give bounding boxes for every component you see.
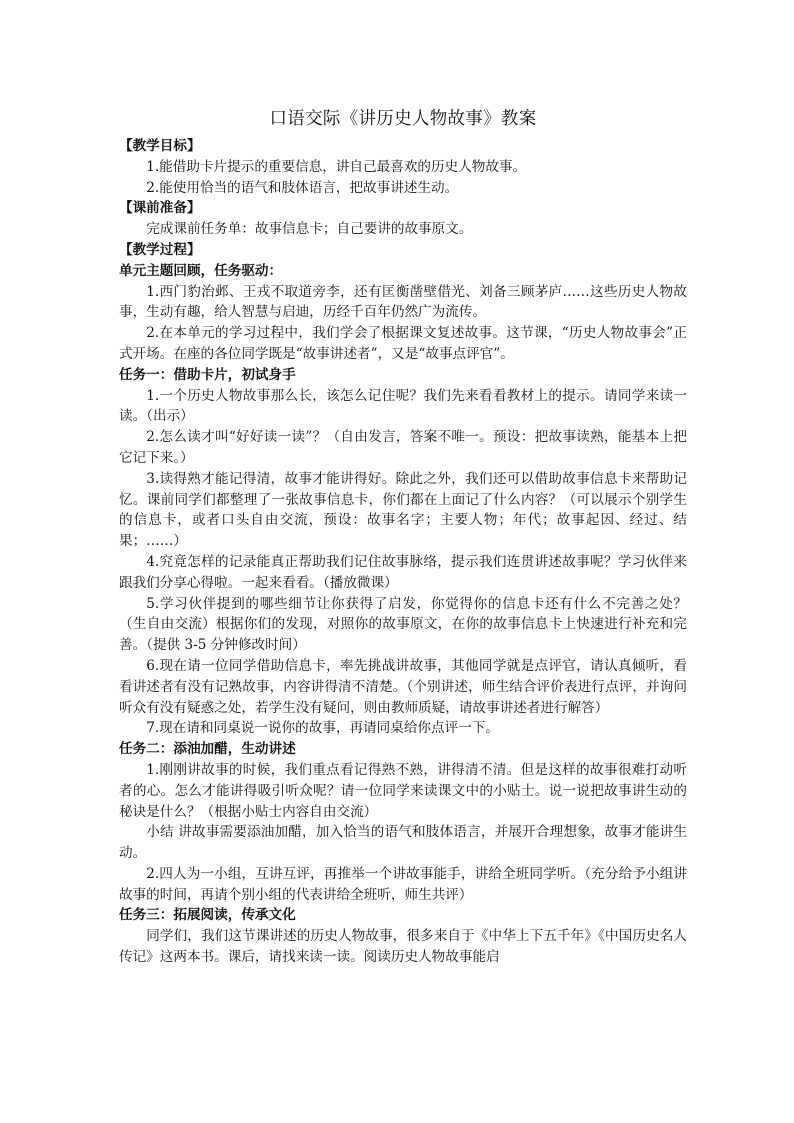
task2-paragraph: 2.四人为一小组，互讲互评，再推举一个讲故事能手，讲给全班同学听。（充分给予小组讲故事的时间，再请个别小组的代表讲给全班听，师生共评） — [119, 865, 687, 903]
subheading-task2: 任务二：添油加醋，生动讲述 — [119, 741, 296, 758]
subheading-task1: 任务一：借助卡片，初试身手 — [119, 366, 296, 383]
task3-paragraph: 同学们，我们这节课讲述的历史人物故事，很多来自于《中华上下五千年》《中国历史名人传记》这两本书。课后，请找来读一读。阅读历史人物故事能启 — [119, 928, 687, 966]
subheading-task3: 任务三：拓展阅读，传承文化 — [119, 907, 296, 924]
document-title: 口语交际《讲历史人物故事》教案 — [269, 109, 537, 129]
task1-paragraph: 7.现在请和同桌说一说你的故事，再请同桌给你点评一下。 — [146, 720, 499, 737]
task2-paragraph: 小结 讲故事需要添油加醋，加入恰当的语气和肢体语言，并展开合理想象，故事才能讲生动。 — [119, 824, 687, 862]
task1-paragraph: 1.一个历史人物故事那么长，该怎么记住呢？我们先来看看教材上的提示。请同学来读一读。（出示） — [119, 387, 687, 425]
task1-paragraph: 3.读得熟才能记得清，故事才能讲得好。除此之外，我们还可以借助故事信息卡来帮助记忆。课前同学们都整理了一张故事信息卡，你们都在上面记了什么内容？（可以展示个别学生的信息卡，或者口头自由交流，预设：故事名字；主要人物；年代；故事起因、经过、结果；……） — [119, 470, 687, 550]
subheading-intro: 单元主题回顾，任务驱动： — [119, 262, 283, 279]
section-heading-preparation: 【课前准备】 — [119, 200, 201, 217]
document-page — [119, 104, 687, 968]
task1-paragraph: 6.现在请一位同学借助信息卡，率先挑战讲故事，其他同学就是点评官，请认真倾听，看看讲述者有没有记熟故事，内容讲得清不清楚。（个别讲述，师生结合评价表进行点评，并询问听众有没有疑惑之处，若学生没有疑问，则由教师质疑，请故事讲述者进行解答） — [119, 657, 687, 716]
intro-paragraph: 1.西门豹治邺、王戎不取道旁李，还有匡衡凿壁借光、刘备三顾茅庐……这些历史人物故事，生动有趣，给人智慧与启迪，历经千百年仍然广为流传。 — [119, 283, 687, 321]
task1-paragraph: 4.究竟怎样的记录能真正帮助我们记住故事脉络，提示我们连贯讲述故事呢？学习伙伴来跟我们分享心得啦。一起来看看。（播放微课） — [119, 553, 687, 591]
intro-paragraph: 2.在本单元的学习过程中，我们学会了根据课文复述故事。这节课，“历史人物故事会”正式开场。在座的各位同学既是“故事讲述者”，又是“故事点评官”。 — [119, 325, 687, 362]
section-heading-goals: 【教学目标】 — [119, 138, 201, 154]
task1-paragraph: 5.学习伙伴提到的哪些细节让你获得了启发，你觉得你的信息卡还有什么不完善之处？（生自由交流）根据你们的发现，对照你的故事原文，在你的故事信息卡上快速进行补充和完善。（提供 3-5 分钟修改时间） — [119, 595, 687, 654]
task2-paragraph: 1.刚刚讲故事的时候，我们重点看记得熟不熟，讲得清不清。但是这样的故事很难打动听者的心。怎么才能讲得吸引听众呢？请一位同学来读课文中的小贴士。说一说把故事讲生动的秘诀是什么？（根据小贴士内容自由交流） — [119, 761, 687, 820]
preparation-text: 完成课前任务单：故事信息卡；自己要讲的故事原文。 — [146, 221, 473, 238]
goal-item: 2.能使用恰当的语气和肢体语言，把故事讲述生动。 — [146, 179, 459, 196]
section-heading-process: 【教学过程】 — [119, 241, 201, 258]
goal-item: 1.能借助卡片提示的重要信息，讲自己最喜欢的历史人物故事。 — [146, 158, 527, 175]
task1-paragraph: 2.怎么读才叫“好好读一读”？（自由发言，答案不唯一。预设：把故事读熟，能基本上把它记下来。） — [119, 429, 687, 466]
